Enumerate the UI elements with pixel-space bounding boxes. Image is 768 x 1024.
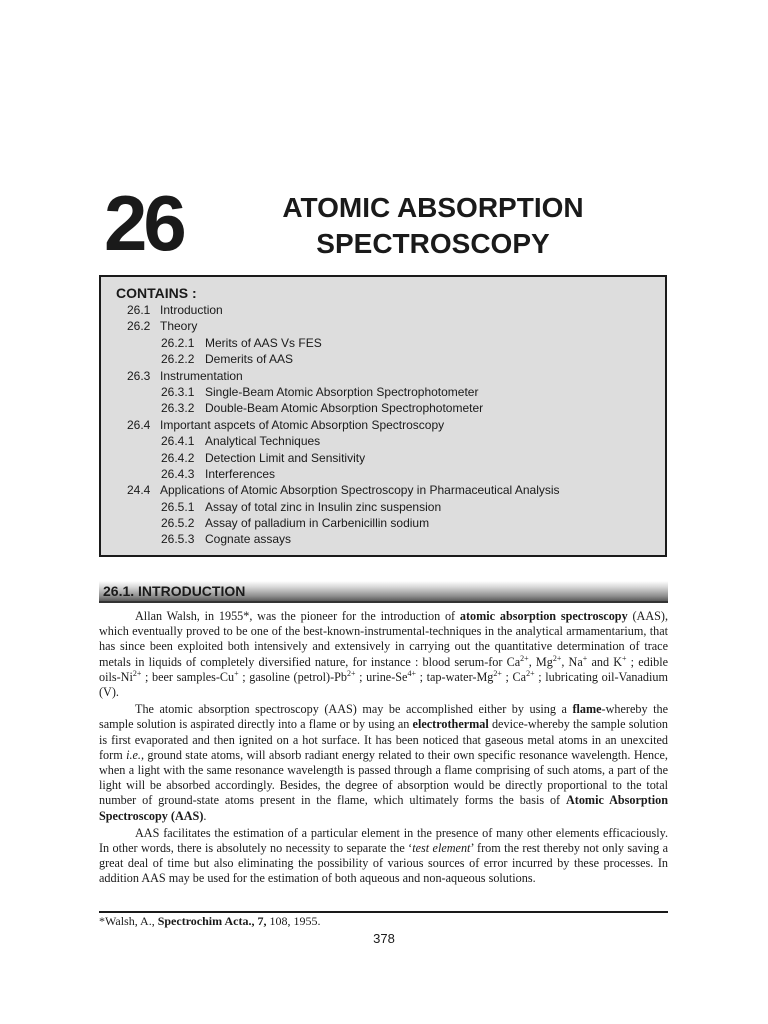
superscript: + [582,653,588,663]
superscript: 2+ [493,668,502,678]
superscript: + [234,668,239,678]
toc-number: 26.3 [127,368,151,383]
superscript: 2+ [552,653,562,663]
superscript: 2+ [347,668,356,678]
bold-term: Atomic Absorption Spectroscopy (AAS) [99,793,668,823]
superscript: + [622,653,627,663]
text-run: , Mg [528,654,553,669]
toc-item [101,335,665,351]
superscript: 2+ [526,668,535,678]
text-run: -whereby the sample solution is aspirated directly into a flame or by using an [99,702,668,732]
contents-box [99,275,667,557]
toc-number: 26.5.1 [161,499,195,514]
italic-term: test element [412,841,471,856]
toc-number: 26.2 [127,319,151,334]
text-run: ; edible oils-Ni [99,654,668,684]
toc-item [101,482,665,498]
text-run: AAS facilitates the estimation of a particular element in the presence of many other elements efficaciously. In other words, there is absolutely no necessity to separate the ‘ [99,825,668,856]
toc-label: Demerits of AAS [205,352,294,367]
toc-number: 26.5.3 [161,532,195,547]
toc-label: Cognate assays [205,532,292,547]
toc-label: Detection Limit and Sensitivity [205,450,366,465]
bold-term: Spectrochim Acta., 7, [157,914,267,928]
bold-term: atomic absorption spectroscopy [459,609,628,623]
toc-number: 26.1 [127,303,151,317]
toc-item [101,384,665,400]
toc-label: Applications of Atomic Absorption Spectroscopy in Pharmaceutical Analysis [160,483,560,498]
section-heading: 26.1. INTRODUCTION [103,583,246,599]
paragraph [99,702,668,824]
chapter-title-line1: ATOMIC ABSORPTION [282,192,584,223]
text-run: device-whereby the sample solution is first evaporated and then ignited on a hot surface. It has been noticed that gaseous metal atoms in an unexcited form [99,717,668,762]
superscript: 4+ [407,668,416,678]
text-run: and K [587,654,622,669]
text-run: ’ from the rest thereby not only saving a great deal of time but also eliminating the possibility of various sources of error incurred by these processes. In addition AAS may be used for the estimation of both aqueous and non-aqueous solutions. [99,841,668,886]
text-run: ; Ca [501,669,527,684]
toc-item [101,318,665,334]
superscript: 2+ [520,653,529,663]
toc-number: 26.4.2 [161,450,195,465]
toc-number: 26.2.1 [161,335,195,350]
toc-label: Important aspcets of Atomic Absorption Spectroscopy [160,417,445,432]
text-run: ground state atoms, will absorb radiant energy related to their own specific resonance wavelength. Hence, when a light with the same resonance wavelength is passed through a flame comprising of such atoms, a part of the light will be absorbed accordingly. Besides, the degree of absorption would be directly proportional to the total number of ground-state atoms present in the flame, which ultimately forms the basis of [99,747,668,808]
section-heading-bar [99,581,668,603]
toc-number: 26.3.2 [161,401,195,416]
toc-item [101,531,665,547]
body-text [99,609,668,889]
italic-term: i.e., [126,747,145,762]
text-run: ; tap-water-Mg [415,669,494,684]
text-run: 108, 1955. [266,914,321,928]
text-run: The atomic absorption spectroscopy (AAS) may be accomplished either by using a [135,702,573,717]
toc-item [101,302,665,318]
toc-label: Single-Beam Atomic Absorption Spectrophotometer [205,384,479,399]
text-run: ; gasoline (petrol)-Pb [238,669,348,684]
toc-label: Instrumentation [160,368,243,383]
toc-item [101,450,665,466]
chapter-title-line2: SPECTROSCOPY [316,228,550,259]
toc-number: 26.4.1 [161,434,195,449]
toc-label: Assay of total zinc in Insulin zinc suspension [205,499,442,514]
toc-list [101,302,665,548]
toc-label: Merits of AAS Vs FES [205,335,322,350]
superscript: 2+ [132,668,142,678]
paragraph [99,826,668,887]
bold-term: electrothermal [412,717,489,732]
toc-label: Assay of palladium in Carbenicillin sodium [205,516,430,531]
toc-number: 26.4.3 [161,466,195,481]
toc-number: 26.3.1 [161,384,195,399]
toc-item [101,433,665,449]
chapter-title [228,190,638,262]
text-run: . [203,808,207,823]
toc-item [101,499,665,515]
text-run: ; lubricating oil-Vanadium (V). [99,669,668,700]
bold-term: flame [572,702,602,717]
toc-number: 26.4 [127,417,151,432]
toc-label: Double-Beam Atomic Absorption Spectrophotometer [205,401,484,416]
text-run: (AAS), which eventually proved to be one of the best-known-instrumental-techniques in the analytical armamentarium, that has since been exploited both intensively and extensively in carrying out the quantitative determination of trace metals in liquids of completely diversified nature, for instance : blood serum-for Ca [99,609,668,669]
toc-item [101,417,665,433]
toc-item [101,515,665,531]
toc-item [101,368,665,384]
text-run: , Na [561,654,583,669]
toc-item [101,466,665,482]
contents-heading: CONTAINS : [116,285,197,301]
text-run: *Walsh, A., [99,914,158,928]
toc-label: Analytical Techniques [205,434,321,449]
paragraph [99,609,668,700]
text-run: ; beer samples-Cu [141,669,235,684]
footnote-rule [99,911,668,913]
toc-label: Interferences [205,466,276,481]
toc-number: 24.4 [127,483,151,498]
toc-label: Theory [160,319,198,334]
footnote [99,914,320,929]
chapter-number: 26 [104,179,183,267]
toc-item [101,400,665,416]
toc-label: Introduction [160,303,223,317]
text-run: Allan Walsh, in 1955*, was the pioneer for the introduction of [135,609,460,623]
toc-item [101,351,665,367]
toc-number: 26.2.2 [161,352,195,367]
toc-number: 26.5.2 [161,516,195,531]
text-run: ; urine-Se [355,669,408,684]
page-number: 378 [373,931,395,946]
